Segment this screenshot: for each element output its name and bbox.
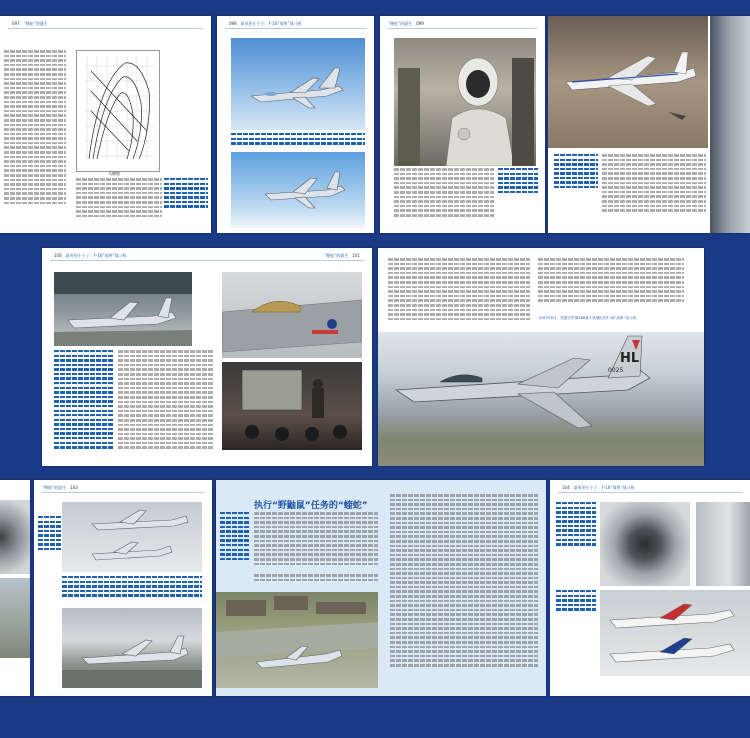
photo-engine-exhaust bbox=[600, 502, 690, 586]
photo-caption bbox=[38, 516, 62, 566]
photo-f16-clouds bbox=[231, 152, 365, 228]
photo-engine-nozzle bbox=[0, 500, 30, 574]
page-099 bbox=[380, 16, 545, 233]
photo-caption bbox=[164, 178, 208, 218]
photo-thunderbirds bbox=[600, 590, 750, 676]
photo-caption bbox=[556, 502, 596, 562]
body-text bbox=[602, 154, 706, 228]
photo-briefing-room bbox=[222, 362, 362, 450]
tail-serial: 0025 bbox=[608, 367, 624, 374]
photo-f16-pair bbox=[62, 502, 202, 572]
page-098 bbox=[217, 16, 374, 233]
page-097 bbox=[0, 16, 211, 233]
page-wild-weasel bbox=[216, 480, 546, 696]
photo-caption-2 bbox=[556, 590, 596, 620]
page-104 bbox=[550, 480, 750, 696]
page-header: “蝰蛇”的诞生 103 bbox=[42, 484, 204, 493]
body-text bbox=[4, 50, 66, 220]
photo-aircraft-ground bbox=[0, 578, 30, 658]
body-text-2 bbox=[76, 178, 162, 226]
page-header: 104 最贵的小个子：F-16“战隼”战斗机 bbox=[558, 484, 742, 493]
chart-xlabel: 马赫数 bbox=[108, 171, 120, 176]
page-header: 100 最贵的小个子：F-16“战隼”战斗机 “蝰蛇”的诞生 101 bbox=[50, 252, 364, 261]
photo-pilot-spacesuit bbox=[394, 38, 536, 166]
tail-code: HL bbox=[620, 351, 640, 366]
photo-caption-2 bbox=[62, 576, 202, 604]
photo-caption: 1997年6月，美国空军第388战斗机联队的F-16“战隼”战斗机 bbox=[538, 316, 637, 320]
photo-caption bbox=[498, 168, 538, 208]
photo-engine-right bbox=[696, 502, 750, 586]
body-text bbox=[118, 350, 214, 460]
photo-f16-formation bbox=[231, 38, 365, 130]
flight-envelope-chart bbox=[76, 50, 160, 172]
body-text-col1b bbox=[254, 574, 378, 590]
page-100 bbox=[42, 248, 372, 466]
photo-caption bbox=[54, 350, 114, 460]
photo-tanker-aircraft bbox=[548, 16, 708, 148]
body-text-col1 bbox=[254, 512, 378, 574]
page-header: 097 “蝰蛇”的诞生 bbox=[8, 20, 203, 29]
page-102-partial bbox=[0, 480, 30, 696]
page-100-tanker bbox=[548, 16, 750, 233]
photo-f16-cockpit-open bbox=[222, 272, 362, 358]
body-text-col2 bbox=[390, 494, 538, 690]
page-103 bbox=[34, 480, 212, 696]
side-caption bbox=[220, 512, 250, 582]
photo-airbase-aerial bbox=[216, 592, 378, 688]
photo-f16-runway bbox=[62, 608, 202, 688]
page-header: “蝰蛇”的诞生 099 bbox=[388, 20, 537, 29]
photo-f16-hl-flight bbox=[378, 332, 704, 466]
section-title: 执行“野鼬鼠”任务的“蝰蛇” bbox=[254, 501, 368, 511]
photo-caption bbox=[554, 154, 598, 214]
photo-engine-closeup bbox=[710, 16, 750, 233]
page-header: 098 最贵的小个子：F-16“战隼”战斗机 bbox=[225, 20, 366, 29]
body-text-col1 bbox=[388, 258, 530, 330]
photo-caption bbox=[231, 133, 365, 149]
body-text bbox=[394, 168, 494, 228]
page-101 bbox=[378, 248, 704, 466]
photo-f16-hangar bbox=[54, 272, 192, 346]
